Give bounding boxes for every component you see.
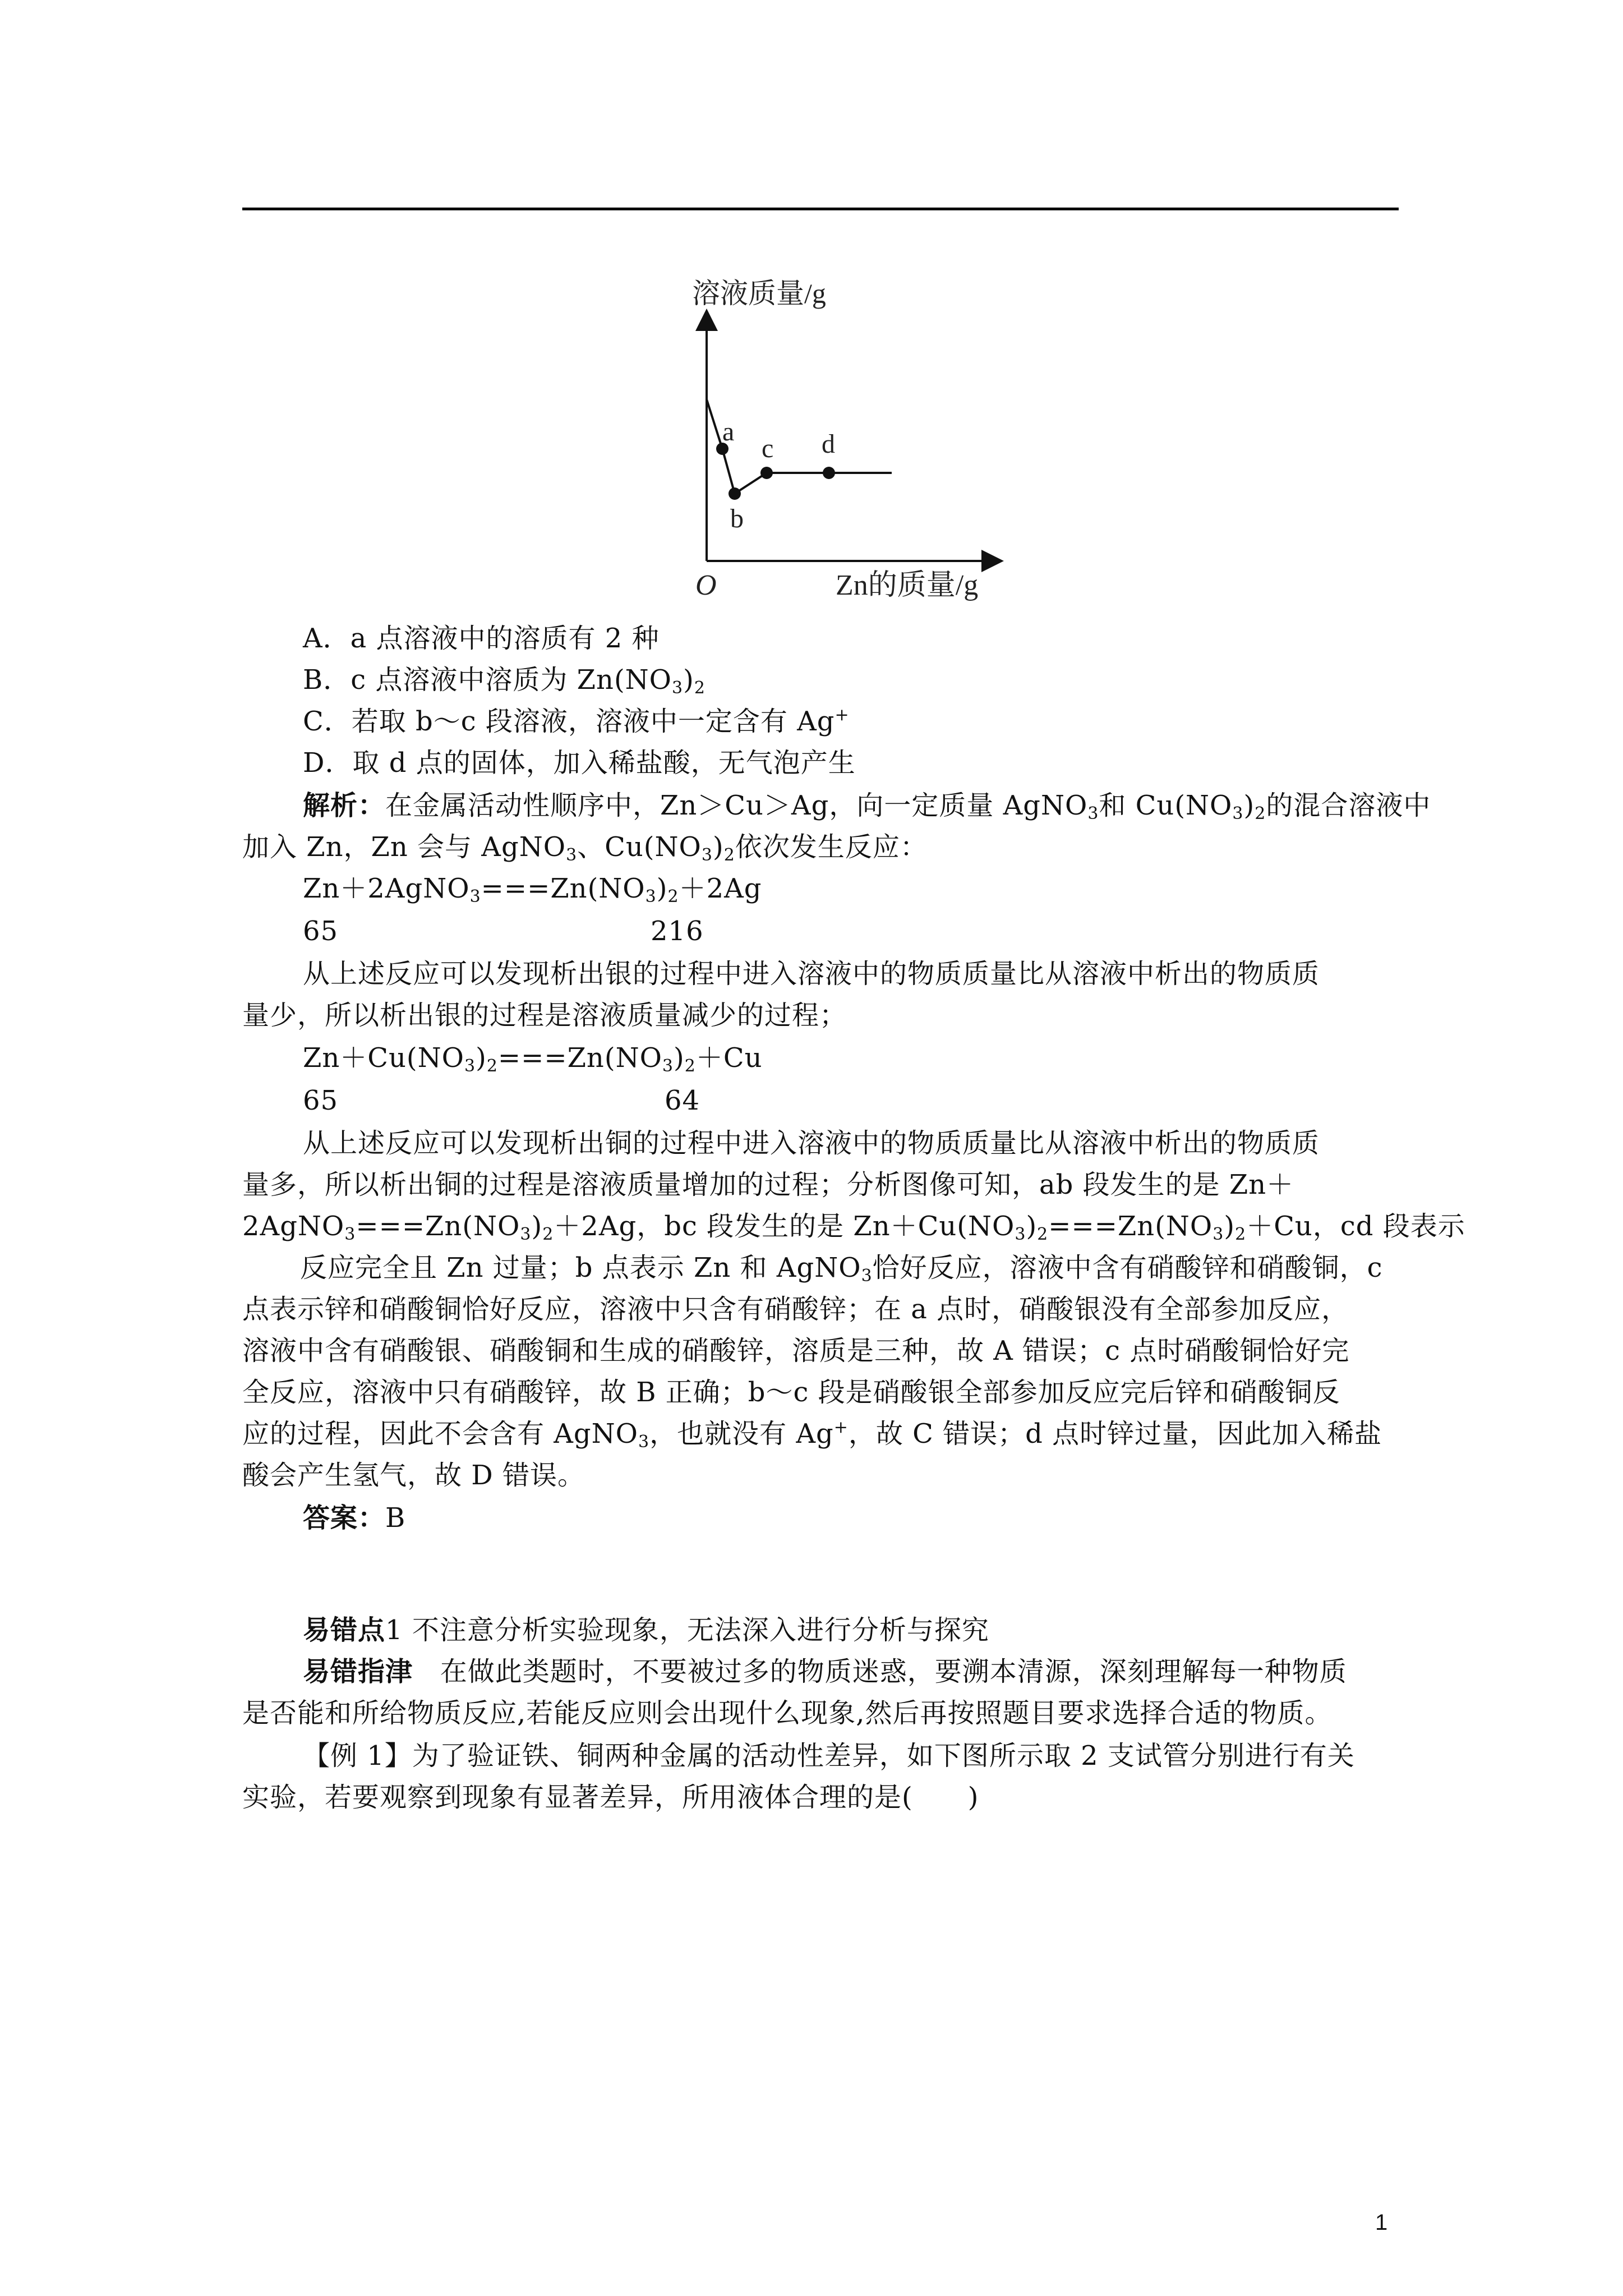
solution-mass-graph <box>679 269 1015 617</box>
paragraph-3-line-1: 反应完全且 Zn 过量；b 点表示 Zn 和 AgNO$_3$恰好反应，溶液中含有硝酸锌和硝酸铜，c <box>300 1252 1383 1286</box>
answer-label: 答案： <box>303 1502 386 1534</box>
example-line-2: 实验，若要观察到现象有显著差异，所用液体合理的是( ) <box>242 1782 979 1813</box>
equation-2-mass-zn: 65 <box>303 1085 339 1116</box>
paragraph-1-line-1: 从上述反应可以发现析出银的过程中进入溶液中的物质质量比从溶液中析出的物质质 <box>303 958 1320 990</box>
origin-label: O <box>695 569 717 601</box>
page-number: 1 <box>1375 2210 1388 2235</box>
equation-1-mass-ag: 216 <box>651 915 704 947</box>
paragraph-3-line-4: 全反应，溶液中只有硝酸锌，故 B 正确；b～c 段是硝酸银全部参加反应完后锌和硝酸铜反 <box>242 1377 1340 1408</box>
paragraph-2-line-1: 从上述反应可以发现析出铜的过程中进入溶液中的物质质量比从溶液中析出的物质质 <box>303 1128 1320 1159</box>
option-b: B．c 点溶液中溶质为 $Zn(NO_3)_2$ <box>303 664 706 698</box>
point-label-c: c <box>762 434 774 463</box>
equation-2-mass-cu: 64 <box>665 1085 700 1116</box>
mistake-point: 易错点1 不注意分析实验现象，无法深入进行分析与探究 <box>303 1614 989 1646</box>
paragraph-3-line-2: 点表示锌和硝酸铜恰好反应，溶液中只含有硝酸锌；在 a 点时，硝酸银没有全部参加反应， <box>242 1294 1349 1325</box>
paragraph-3-line-3: 溶液中含有硝酸银、硝酸铜和生成的硝酸锌，溶质是三种，故 A 错误；c 点时硝酸铜恰好完 <box>242 1335 1350 1366</box>
mistake-guide-line-2: 是否能和所给物质反应,若能反应则会出现什么现象,然后再按照题目要求选择合适的物质。 <box>242 1697 1332 1729</box>
mistake-label: 易错点 <box>303 1614 386 1646</box>
equation-1-mass-zn: 65 <box>303 915 339 947</box>
answer <box>303 1501 405 1535</box>
x-axis-label: Zn的质量/g <box>836 569 979 601</box>
answer-value: B <box>385 1502 406 1534</box>
equation-2: $Zn+Cu(NO_3)_2===Zn(NO_3)_2+Cu$ <box>303 1042 763 1076</box>
analysis-line-1: 解析：在金属活动性顺序中，Zn＞Cu＞Ag，向一定质量 AgNO$_3$和 $Cu(NO_3)_2$的混合溶液中 <box>303 790 1431 823</box>
point-label-b: b <box>730 504 744 533</box>
point-b <box>728 487 741 500</box>
paragraph-2-line-3: $2AgNO_3===Zn(NO_3)_2+2Ag$，bc 段发生的是 $Zn+Cu(NO_3)_2===Zn(NO_3)_2+Cu$，cd 段表示 <box>242 1211 1465 1244</box>
paragraph-3-line-6: 酸会产生氢气，故 D 错误。 <box>242 1460 585 1491</box>
paragraph-3-line-5: 应的过程，因此不会含有 AgNO$_3$，也就没有 Ag+，故 C 错误；d 点时锌过量，因此加入稀盐 <box>242 1418 1382 1452</box>
example-line-1: 【例 1】为了验证铁、铜两种金属的活动性差异，如下图所示取 2 支试管分别进行有关 <box>303 1740 1355 1772</box>
paragraph-2-line-2: 量多，所以析出铜的过程是溶液质量增加的过程；分析图像可知，ab 段发生的是 Zn＋ <box>242 1169 1294 1200</box>
option-c: C．若取 b～c 段溶液，溶液中一定含有 Ag+ <box>303 705 850 737</box>
curve <box>707 399 892 494</box>
example-label: 【例 1】 <box>303 1740 412 1772</box>
guide-label: 易错指津 <box>303 1656 413 1687</box>
point-c <box>760 467 773 479</box>
point-d <box>823 467 835 479</box>
point-label-d: d <box>822 429 835 459</box>
analysis-label: 解析： <box>303 790 386 821</box>
mistake-guide-line-1: 易错指津 在做此类题时，不要被过多的物质迷惑，要溯本清源，深刻理解每一种物质 <box>303 1656 1347 1687</box>
analysis-line-2: 加入 Zn，Zn 会与 AgNO$_3$、$Cu(NO_3)_2$依次发生反应： <box>242 831 928 865</box>
header-rule <box>242 208 1399 210</box>
option-a: A．a 点溶液中的溶质有 2 种 <box>303 623 660 654</box>
equation-1: $Zn+2AgNO_3===Zn(NO_3)_2+2Ag$ <box>303 873 762 907</box>
point-label-a: a <box>722 417 735 447</box>
option-d: D．取 d 点的固体，加入稀盐酸，无气泡产生 <box>303 747 856 779</box>
y-axis-label: 溶液质量/g <box>692 278 826 309</box>
paragraph-1-line-2: 量少，所以析出银的过程是溶液质量减少的过程； <box>242 1000 847 1031</box>
